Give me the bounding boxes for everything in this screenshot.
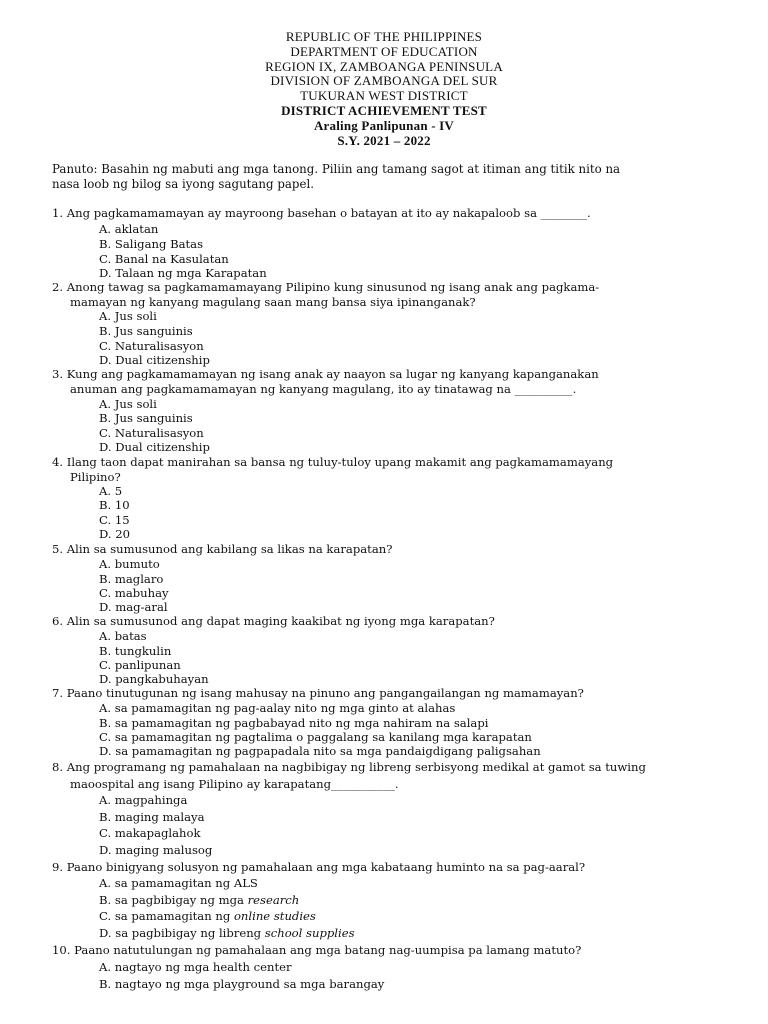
option-4a: A. 5 (99, 484, 123, 498)
option-7c: C. sa pamamagitan ng pagtalima o paggalang sa kanilang mga karapatan (99, 730, 532, 744)
question-10 (52, 943, 742, 958)
test-subject: Araling Panlipunan - IV (313, 117, 455, 133)
option-7d: D. sa pamamagitan ng pagpapadala nito sa mga pandaigdigang paligsahan (99, 744, 541, 758)
option-text: A. sa pamamagitan ng ALS (99, 876, 258, 890)
question-stem: 3. Kung ang pagkamamamayan ng isang anak ay naayon sa lugar ng kanyang kapanganakan (52, 367, 599, 381)
question-stem: 7. Paano tinutugunan ng isang mahusay na pinuno ang pangangailangan ng mamamayan? (52, 686, 584, 700)
option-2d: D. Dual citizenship (99, 353, 210, 367)
option-italic-text: online studies (233, 909, 316, 923)
question-stem-cont: maoospital ang isang Pilipino ay karapatang___________. (70, 776, 399, 791)
option-6d: D. pangkabuhayan (99, 672, 209, 686)
option-6c: C. panlipunan (99, 658, 181, 672)
question-stem-cont: anuman ang pagkamamamayan ng kanyang magulang, ito ay tinatawag na __________. (70, 381, 577, 396)
question-stem: 10. Paano natutulungan ng pamahalaan ang mga batang nag-uumpisa pa lamang matuto? (52, 943, 582, 957)
option-9d (99, 926, 355, 940)
option-4d: D. 20 (99, 527, 131, 541)
option-1b: B. Saligang Batas (99, 237, 204, 251)
question-8 (52, 760, 742, 791)
option-9b (99, 893, 299, 907)
question-4 (52, 455, 742, 484)
header-republic: REPUBLIC OF THE PHILIPPINES (285, 29, 483, 44)
question-1 (52, 206, 742, 221)
option-1c: C. Banal na Kasulatan (99, 252, 229, 266)
question-stem: 6. Alin sa sumusunod ang dapat maging kaakibat ng iyong mga karapatan? (52, 614, 495, 628)
option-9c (99, 909, 316, 923)
test-title: DISTRICT ACHIEVEMENT TEST (281, 102, 487, 118)
question-9 (52, 860, 742, 875)
option-7a: A. sa pamamagitan ng pag-aalay nito ng mga ginto at alahas (99, 701, 456, 715)
option-text: B. sa pagbibigay ng mga (99, 893, 248, 907)
question-stem: 4. Ilang taon dapat manirahan sa bansa ng tuluy-tuloy upang makamit ang pagkamamamayang (52, 455, 614, 469)
option-text: C. sa pamamagitan ng (99, 909, 234, 923)
document-header (0, 30, 768, 148)
option-5a: A. bumuto (99, 557, 160, 571)
header-district: TUKURAN WEST DISTRICT (300, 88, 468, 104)
option-7b: B. sa pamamagitan ng pagbabayad nito ng mga nahiram na salapi (99, 716, 489, 730)
question-2 (52, 280, 742, 309)
instructions-line: Panuto: Basahin ng mabuti ang mga tanong. Piliin ang tamang sagot at itiman ang titik nito na (52, 162, 621, 176)
option-4c: C. 15 (99, 513, 130, 527)
question-5 (52, 542, 742, 557)
question-stem: 1. Ang pagkamamamayan ay mayroong basehan o batayan at ito ay nakapaloob sa ________. (52, 206, 591, 220)
question-3 (52, 367, 742, 396)
question-stem-cont: Pilipino? (70, 469, 121, 484)
option-3c: C. Naturalisasyon (99, 426, 204, 440)
option-6b: B. tungkulin (99, 644, 172, 658)
question-stem: 8. Ang programang ng pamahalaan na nagbibigay ng libreng serbisyong medikal at gamot sa tuwing (52, 760, 646, 774)
option-4b: B. 10 (99, 498, 130, 512)
school-year: S.Y. 2021 – 2022 (337, 132, 431, 148)
option-3d: D. Dual citizenship (99, 440, 210, 454)
option-text: D. sa pagbibigay ng libreng (99, 926, 265, 940)
option-9a (99, 876, 258, 890)
option-5d: D. mag-aral (99, 600, 168, 614)
option-6a: A. batas (99, 629, 147, 643)
option-2b: B. Jus sanguinis (99, 324, 193, 338)
header-division: DIVISION OF ZAMBOANGA DEL SUR (270, 73, 498, 89)
option-8c: C. makapaglahok (99, 826, 201, 840)
option-3b: B. Jus sanguinis (99, 411, 193, 425)
option-5b: B. maglaro (99, 572, 164, 586)
option-1d: D. Talaan ng mga Karapatan (99, 266, 267, 280)
option-italic-text: school supplies (264, 926, 355, 940)
question-stem: 2. Anong tawag sa pagkamamamayang Pilipino kung sinusunod ng isang anak ang pagkama- (52, 280, 600, 294)
option-1a: A. aklatan (99, 222, 159, 236)
option-2c: C. Naturalisasyon (99, 339, 204, 353)
header-department: DEPARTMENT OF EDUCATION (290, 43, 478, 59)
option-italic-text: research (247, 893, 300, 907)
question-7 (52, 686, 742, 701)
option-8b: B. maging malaya (99, 810, 205, 824)
option-3a: A. Jus soli (99, 397, 157, 411)
header-region: REGION IX, ZAMBOANGA PENINSULA (265, 58, 503, 74)
question-stem: 5. Alin sa sumusunod ang kabilang sa likas na karapatan? (52, 542, 393, 556)
question-stem-cont: mamayan ng kanyang magulang saan mang bansa siya ipinanganak? (70, 294, 476, 309)
option-2a: A. Jus soli (99, 309, 157, 323)
question-6 (52, 614, 742, 629)
option-8a: A. magpahinga (99, 793, 188, 807)
instructions (52, 162, 732, 192)
option-10b: B. nagtayo ng mga playground sa mga barangay (99, 977, 385, 991)
option-5c: C. mabuhay (99, 586, 169, 600)
option-10a: A. nagtayo ng mga health center (99, 960, 292, 974)
instructions-line: nasa loob ng bilog sa iyong sagutang papel. (52, 177, 314, 191)
question-stem: 9. Paano binigyang solusyon ng pamahalaan ang mga kabataang huminto na sa pag-aaral? (52, 860, 586, 874)
option-8d: D. maging malusog (99, 843, 213, 857)
